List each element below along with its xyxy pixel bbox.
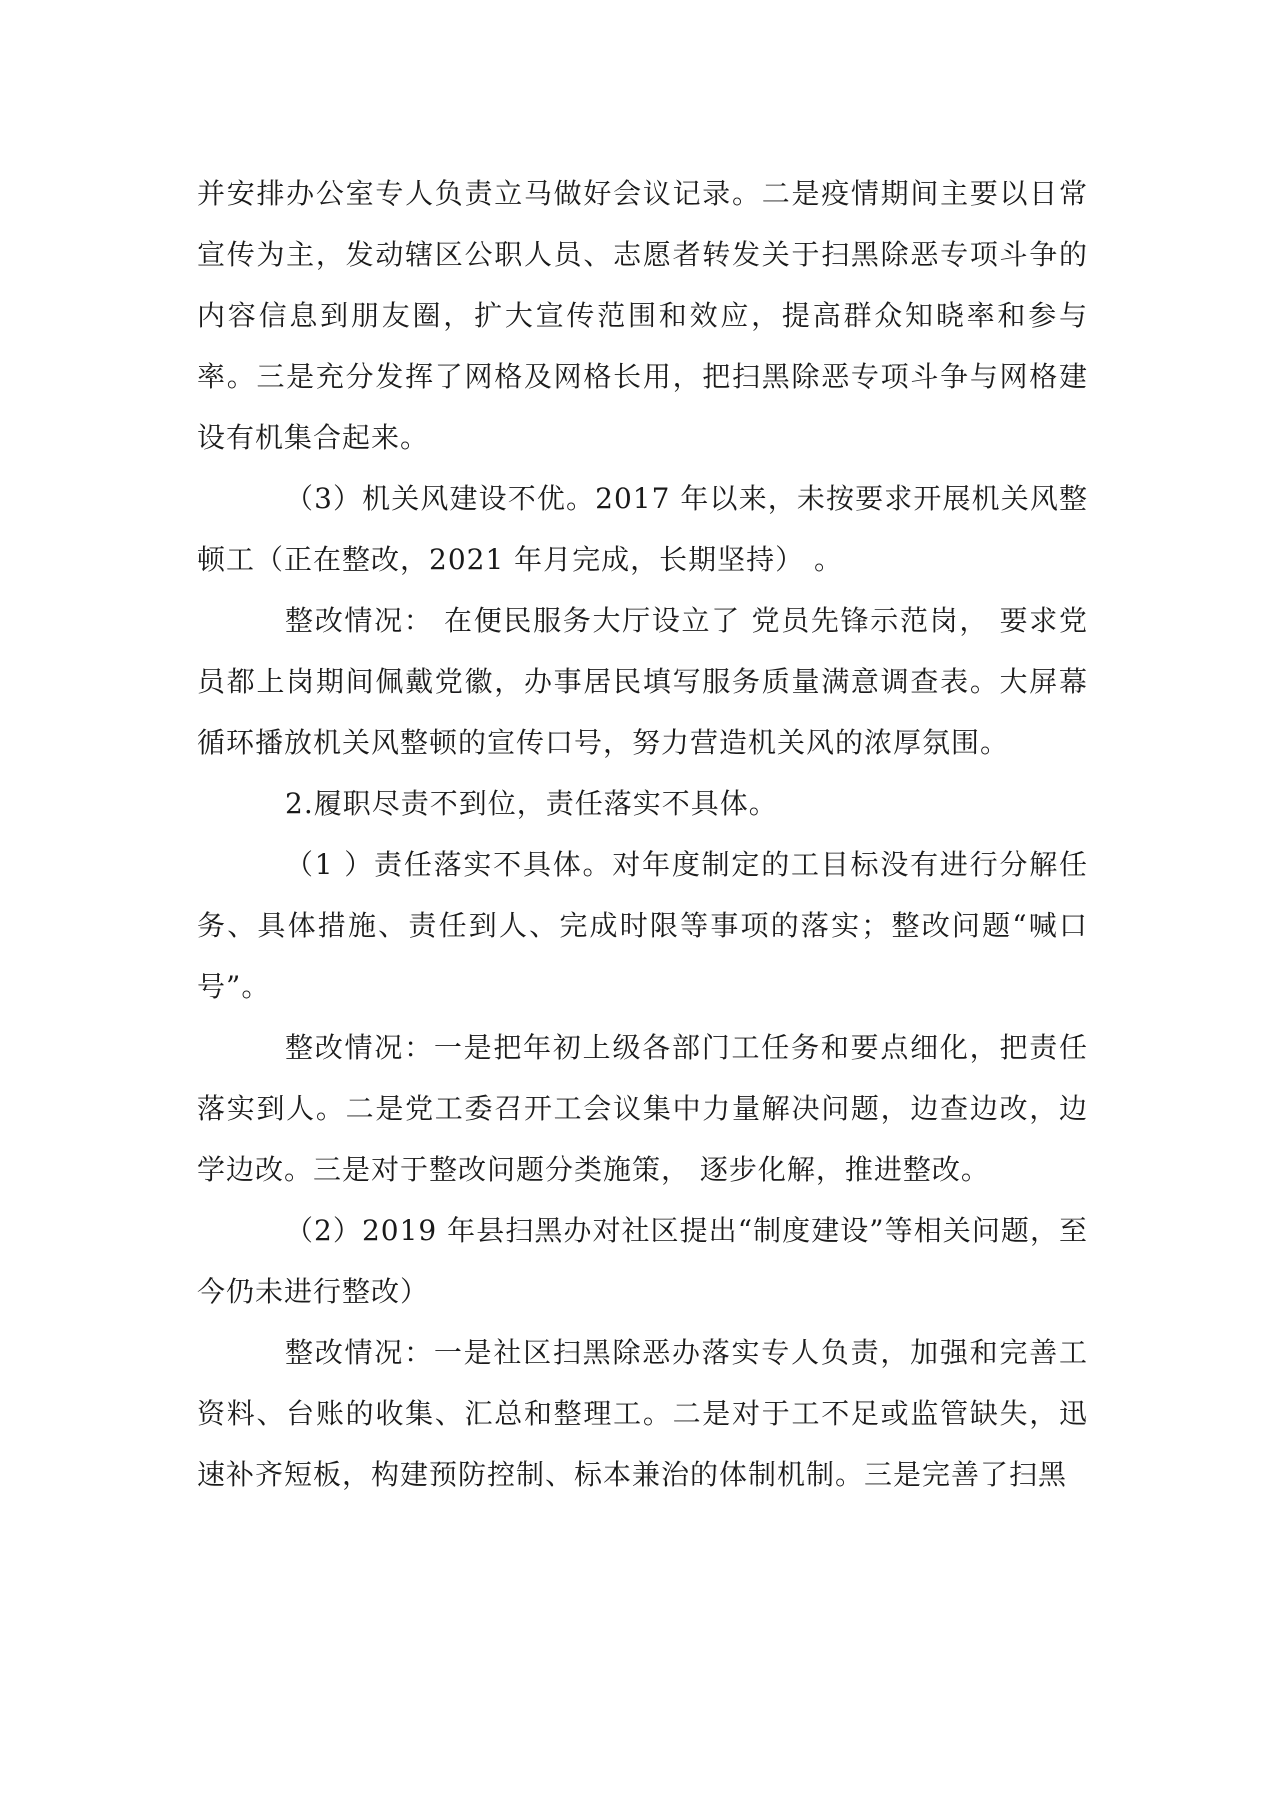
document-body	[197, 163, 1088, 1505]
paragraph-1: 并安排办公室专人负责立马做好会议记录。二是疫情期间主要以日常宣传为主，发动辖区公职人员、志愿者转发关于扫黑除恶专项斗争的内容信息到朋友圈，扩大宣传范围和效应，提高群众知晓率和参与率。三是充分发挥了网格及网格长用，把扫黑除恶专项斗争与网格建设有机集合起来。	[197, 177, 1088, 454]
paragraph-6: 整改情况：一是把年初上级各部门工任务和要点细化，把责任落实到人。二是党工委召开工会议集中力量解决问题，边查边改，边学边改。三是对于整改问题分类施策， 逐步化解，推进整改。	[197, 1031, 1088, 1186]
paragraph-2: （3）机关风建设不优。2017 年以来，未按要求开展机关风整顿工（正在整改，2021 年月完成，长期坚持） 。	[197, 482, 1088, 576]
paragraph-3: 整改情况： 在便民服务大厅设立了 党员先锋示范岗， 要求党员都上岗期间佩戴党徽，办事居民填写服务质量满意调查表。大屏幕循环播放机关风整顿的宣传口号，努力营造机关风的浓厚氛围。	[197, 604, 1088, 759]
section-heading-2: 2.履职尽责不到位，责任落实不具体。	[285, 787, 778, 820]
paragraph-8: 整改情况：一是社区扫黑除恶办落实专人负责，加强和完善工资料、台账的收集、汇总和整理工。二是对于工不足或监管缺失，迅速补齐短板，构建预防控制、标本兼治的体制机制。三是完善了扫黑	[197, 1336, 1088, 1491]
paragraph-5: （1 ）责任落实不具体。对年度制定的工目标没有进行分解任务、具体措施、责任到人、完成时限等事项的落实；整改问题“喊口号”。	[197, 848, 1088, 1003]
paragraph-7: （2）2019 年县扫黑办对社区提出“制度建设”等相关问题，至今仍未进行整改）	[197, 1214, 1088, 1308]
